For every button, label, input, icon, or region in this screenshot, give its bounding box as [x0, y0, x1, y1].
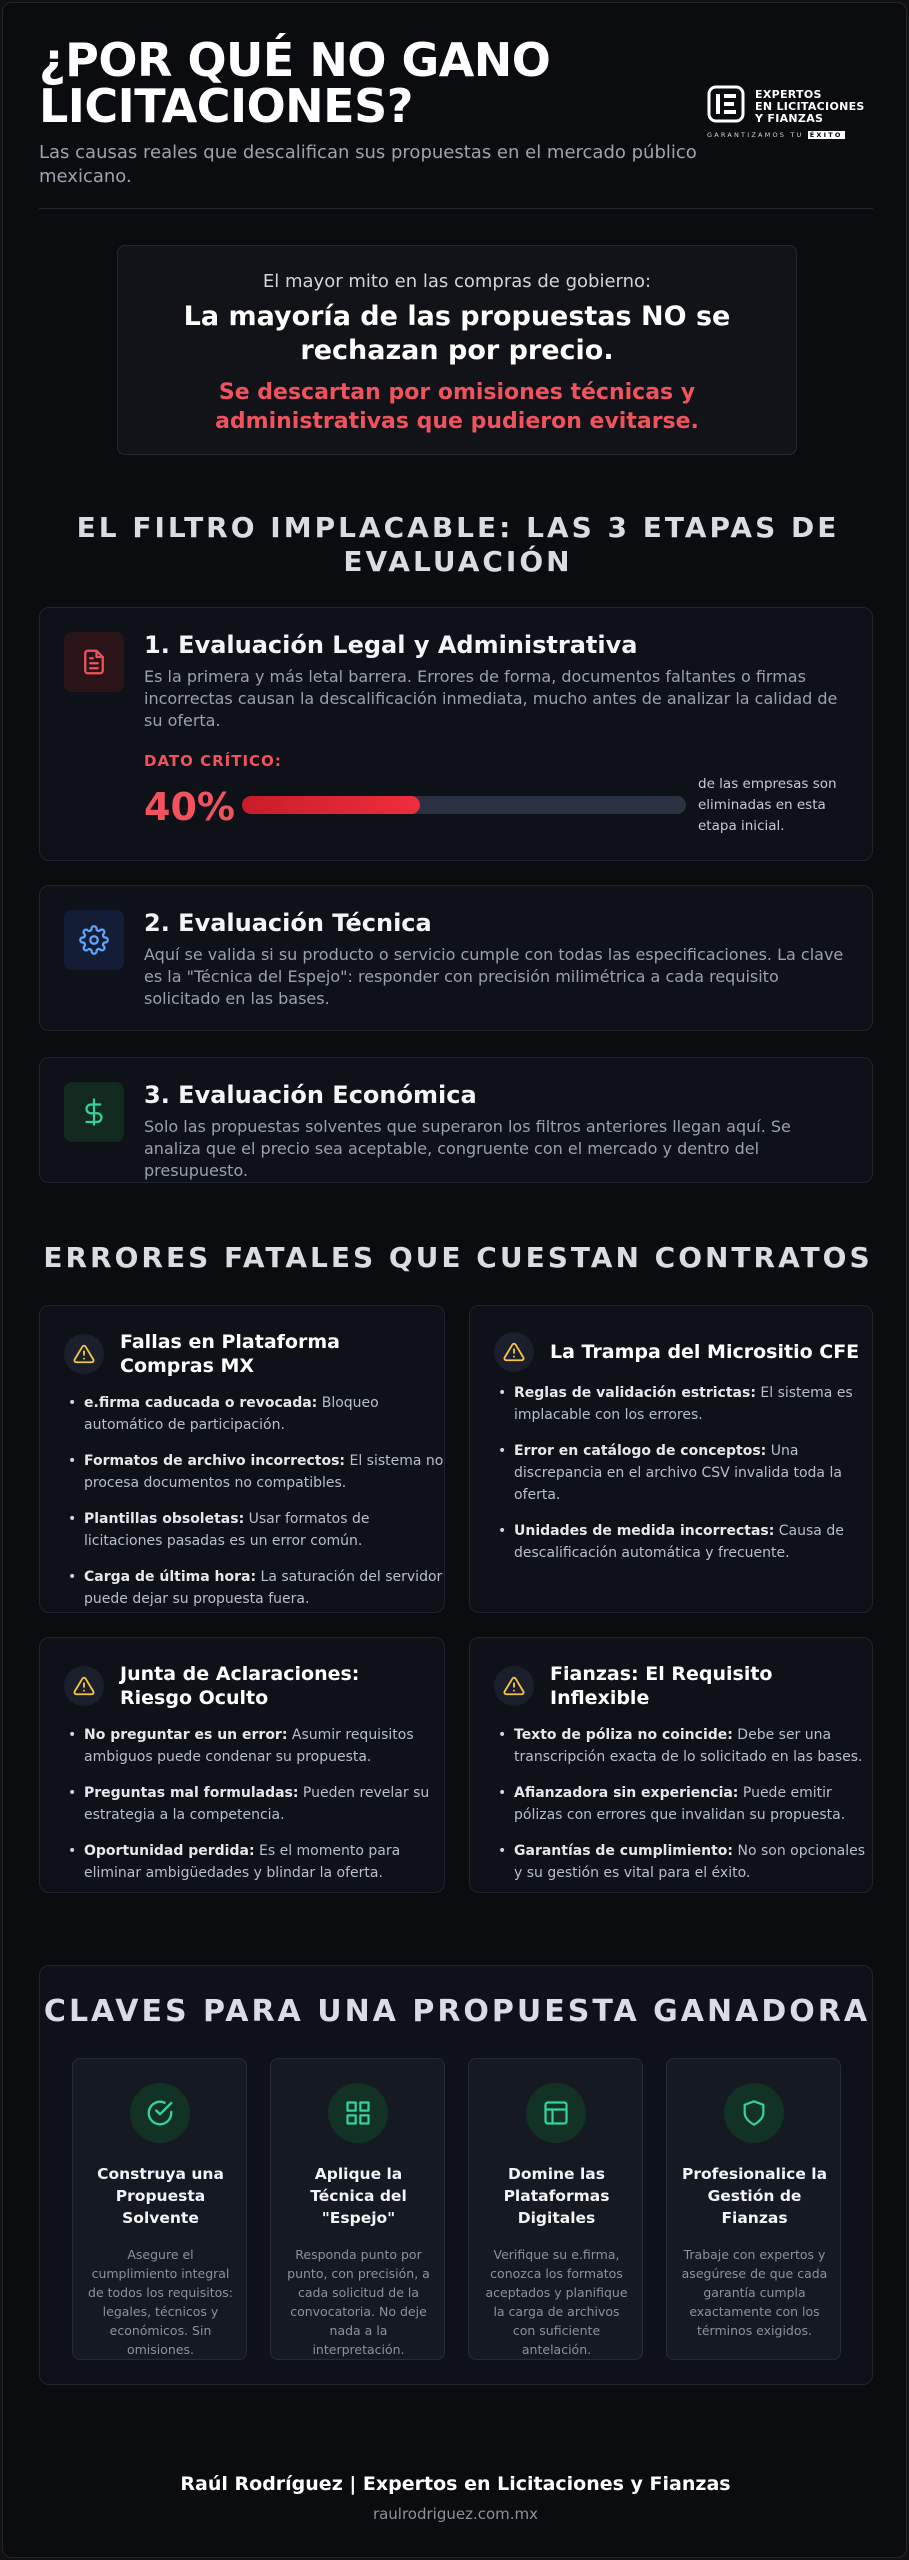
- error-card-title: Fianzas: El Requisito Inflexible: [550, 1663, 773, 1709]
- error-list: [64, 1724, 444, 1898]
- logo-tag-highlight: ÉXITO: [809, 131, 843, 139]
- warning-icon-box: [494, 1666, 534, 1706]
- item-bold: Error en catálogo de conceptos:: [514, 1443, 767, 1459]
- critical-label: DATO CRÍTICO:: [144, 752, 282, 770]
- header-divider: [39, 208, 873, 209]
- list-item: [64, 1782, 444, 1826]
- logo-line: EN LICITACIONES: [755, 100, 865, 113]
- gear-icon: [79, 925, 109, 955]
- list-item: [494, 1382, 874, 1426]
- error-card-title: Fallas en Plataforma Compras MX: [120, 1331, 340, 1377]
- logo-tagline: [707, 131, 875, 139]
- footer-author: Raúl Rodríguez | Expertos en Licitaciones y Fianzas: [180, 2473, 731, 2495]
- item-bold: Carga de última hora:: [84, 1569, 257, 1585]
- stage-description: Es la primera y más letal barrera. Errores de forma, documentos faltantes o firmas incorrectas causan la descalificación inmediata, mucho antes de analizar la calidad de su oferta.: [144, 667, 838, 730]
- stage-title: 3. Evaluación Económica: [144, 1081, 477, 1109]
- critical-note: de las empresas son eliminadas en esta etapa inicial.: [698, 776, 837, 834]
- keys-section: [39, 1965, 873, 2385]
- item-bold: Unidades de medida incorrectas:: [514, 1523, 775, 1539]
- item-text: Una discrepancia en el archivo CSV invalida toda la oferta.: [514, 1443, 842, 1503]
- errors-section-title: ERRORES FATALES QUE CUESTAN CONTRATOS: [43, 1241, 873, 1274]
- item-bold: No preguntar es un error:: [84, 1727, 288, 1743]
- error-list: [64, 1392, 444, 1624]
- list-item: [494, 1440, 874, 1506]
- list-item: [494, 1840, 874, 1884]
- item-bold: Formatos de archivo incorrectos:: [84, 1453, 346, 1469]
- key-icon-box: [328, 2083, 388, 2143]
- myth-statement: La mayoría de las propuestas NO se rechazan por precio.: [183, 301, 731, 366]
- logo-tag-prefix: GARANTIZAMOS TU: [707, 131, 804, 139]
- key-card: [72, 2058, 247, 2360]
- list-item: [64, 1392, 444, 1436]
- warning-icon: [73, 1343, 95, 1365]
- logo-text: [755, 89, 865, 125]
- item-bold: Oportunidad perdida:: [84, 1843, 255, 1859]
- list-item: [494, 1782, 874, 1826]
- stage-description: Solo las propuestas solventes que superaron los filtros anteriores llegan aquí. Se analiza que el precio sea aceptable, congruente con el mercado y dentro del presupuesto.: [144, 1117, 791, 1180]
- warning-icon-box: [64, 1334, 104, 1374]
- page-subtitle: Las causas reales que descalifican sus propuestas en el mercado público mexicano.: [39, 142, 697, 187]
- item-text: Es el momento para eliminar ambigüedades y blindar la oferta.: [84, 1843, 401, 1881]
- stage-icon-box: [64, 910, 124, 970]
- item-text: Asumir requisitos ambiguos puede condenar su propuesta.: [84, 1727, 414, 1765]
- layout-icon: [542, 2099, 570, 2127]
- warning-icon: [503, 1341, 525, 1363]
- key-title: Construya una Propuesta Solvente: [97, 2165, 224, 2227]
- stage-title: 2. Evaluación Técnica: [144, 909, 432, 937]
- stage-title: 1. Evaluación Legal y Administrativa: [144, 631, 638, 659]
- list-item: [64, 1840, 444, 1884]
- key-title: Domine las Plataformas Digitales: [503, 2165, 610, 2227]
- header: [39, 33, 879, 189]
- dollar-icon: [79, 1097, 109, 1127]
- error-card: [469, 1637, 873, 1893]
- item-text: Puede emitir pólizas con errores que invalidan su propuesta.: [514, 1785, 846, 1823]
- error-card-title: La Trampa del Micrositio CFE: [550, 1341, 860, 1363]
- error-card: [39, 1305, 445, 1613]
- key-title: Aplique la Técnica del "Espejo": [310, 2165, 407, 2227]
- keys-section-title: CLAVES PARA UNA PROPUESTA GANADORA: [43, 1994, 871, 2029]
- page-title: ¿POR QUÉ NO GANO LICITACIONES?: [39, 33, 551, 133]
- key-description: Responda punto por punto, con precisión, a cada solicitud de la convocatoria. No deje nada a la interpretación.: [287, 2247, 430, 2357]
- check-circle-icon: [145, 2098, 175, 2128]
- stage-card-technical: [39, 885, 873, 1031]
- item-text: Bloqueo automático de participación.: [84, 1395, 379, 1433]
- key-icon-box: [130, 2083, 190, 2143]
- key-icon-box: [724, 2083, 784, 2143]
- document-icon: [79, 647, 109, 677]
- item-text: Pueden revelar su estrategia a la competencia.: [84, 1785, 430, 1823]
- key-description: Asegure el cumplimiento integral de todos los requisitos: legales, técnicos y económicos. Sin omisiones.: [88, 2247, 233, 2357]
- item-text: Usar formatos de licitaciones pasadas es un error común.: [84, 1511, 370, 1549]
- logo-line: EXPERTOS: [755, 88, 822, 101]
- key-card: [468, 2058, 643, 2360]
- shield-icon: [740, 2099, 768, 2127]
- footer-url-link[interactable]: raulrodriguez.com.mx: [372, 2505, 539, 2523]
- stage-card-legal: [39, 607, 873, 861]
- key-card: [666, 2058, 841, 2360]
- stage-icon-box: [64, 1082, 124, 1142]
- stage-description: Aquí se valida si su producto o servicio cumple con todas las especificaciones. La clave es la "Técnica del Espejo": responder con precisión milimétrica a cada requisito solicitado en las bases.: [144, 945, 844, 1008]
- stages-section-title: EL FILTRO IMPLACABLE: LAS 3 ETAPAS DE EVALUACIÓN: [76, 511, 840, 578]
- brand-logo: [707, 85, 877, 145]
- item-text: Debe ser una transcripción exacta de lo solicitado en las bases.: [514, 1727, 863, 1765]
- logo-mark-icon: [707, 85, 745, 123]
- list-item: [494, 1520, 874, 1564]
- item-bold: Plantillas obsoletas:: [84, 1511, 245, 1527]
- item-text: Causa de descalificación automática y frecuente.: [514, 1523, 844, 1561]
- list-item: [64, 1508, 444, 1552]
- myth-intro: El mayor mito en las compras de gobierno:: [262, 271, 652, 292]
- critical-progress-bar: [242, 796, 686, 814]
- list-item: [64, 1566, 444, 1610]
- myth-highlight: Se descartan por omisiones técnicas y administrativas que pudieron evitarse.: [215, 380, 699, 434]
- item-bold: Preguntas mal formuladas:: [84, 1785, 299, 1801]
- error-list: [494, 1724, 874, 1898]
- item-text: La saturación del servidor puede dejar su propuesta fuera.: [84, 1569, 443, 1607]
- key-card: [270, 2058, 445, 2360]
- list-item: [64, 1724, 444, 1768]
- item-bold: Garantías de cumplimiento:: [514, 1843, 734, 1859]
- stage-card-economic: [39, 1057, 873, 1183]
- item-bold: Afianzadora sin experiencia:: [514, 1785, 739, 1801]
- error-card: [39, 1637, 445, 1893]
- stage-icon-box: [64, 632, 124, 692]
- key-icon-box: [526, 2083, 586, 2143]
- key-title: Profesionalice la Gestión de Fianzas: [681, 2165, 828, 2227]
- warning-icon: [73, 1675, 95, 1697]
- item-text: No son opcionales y su gestión es vital para el éxito.: [514, 1843, 866, 1881]
- item-bold: Texto de póliza no coincide:: [514, 1727, 733, 1743]
- item-text: El sistema es implacable con los errores.: [514, 1385, 853, 1423]
- critical-value: 40%: [144, 785, 235, 829]
- infographic-page: [2, 2, 907, 2558]
- key-description: Verifique su e.firma, conozca los formatos aceptados y planifique la carga de archivos con suficiente antelación.: [485, 2247, 628, 2357]
- warning-icon: [503, 1675, 525, 1697]
- list-item: [64, 1450, 444, 1494]
- warning-icon-box: [494, 1332, 534, 1372]
- grid-icon: [344, 2099, 372, 2127]
- critical-progress-fill: [242, 796, 420, 814]
- error-card: [469, 1305, 873, 1613]
- myth-box: [117, 245, 797, 455]
- error-list: [494, 1382, 874, 1578]
- logo-line: Y FIANZAS: [755, 112, 824, 125]
- item-bold: Reglas de validación estrictas:: [514, 1385, 756, 1401]
- list-item: [494, 1724, 874, 1768]
- warning-icon-box: [64, 1666, 104, 1706]
- item-text: El sistema no procesa documentos no compatibles.: [84, 1453, 444, 1491]
- key-description: Trabaje con expertos y asegúrese de que cada garantía cumpla exactamente con los términos exigidos.: [681, 2247, 828, 2338]
- error-card-title: Junta de Aclaraciones: Riesgo Oculto: [120, 1663, 360, 1709]
- item-bold: e.firma caducada o revocada:: [84, 1395, 318, 1411]
